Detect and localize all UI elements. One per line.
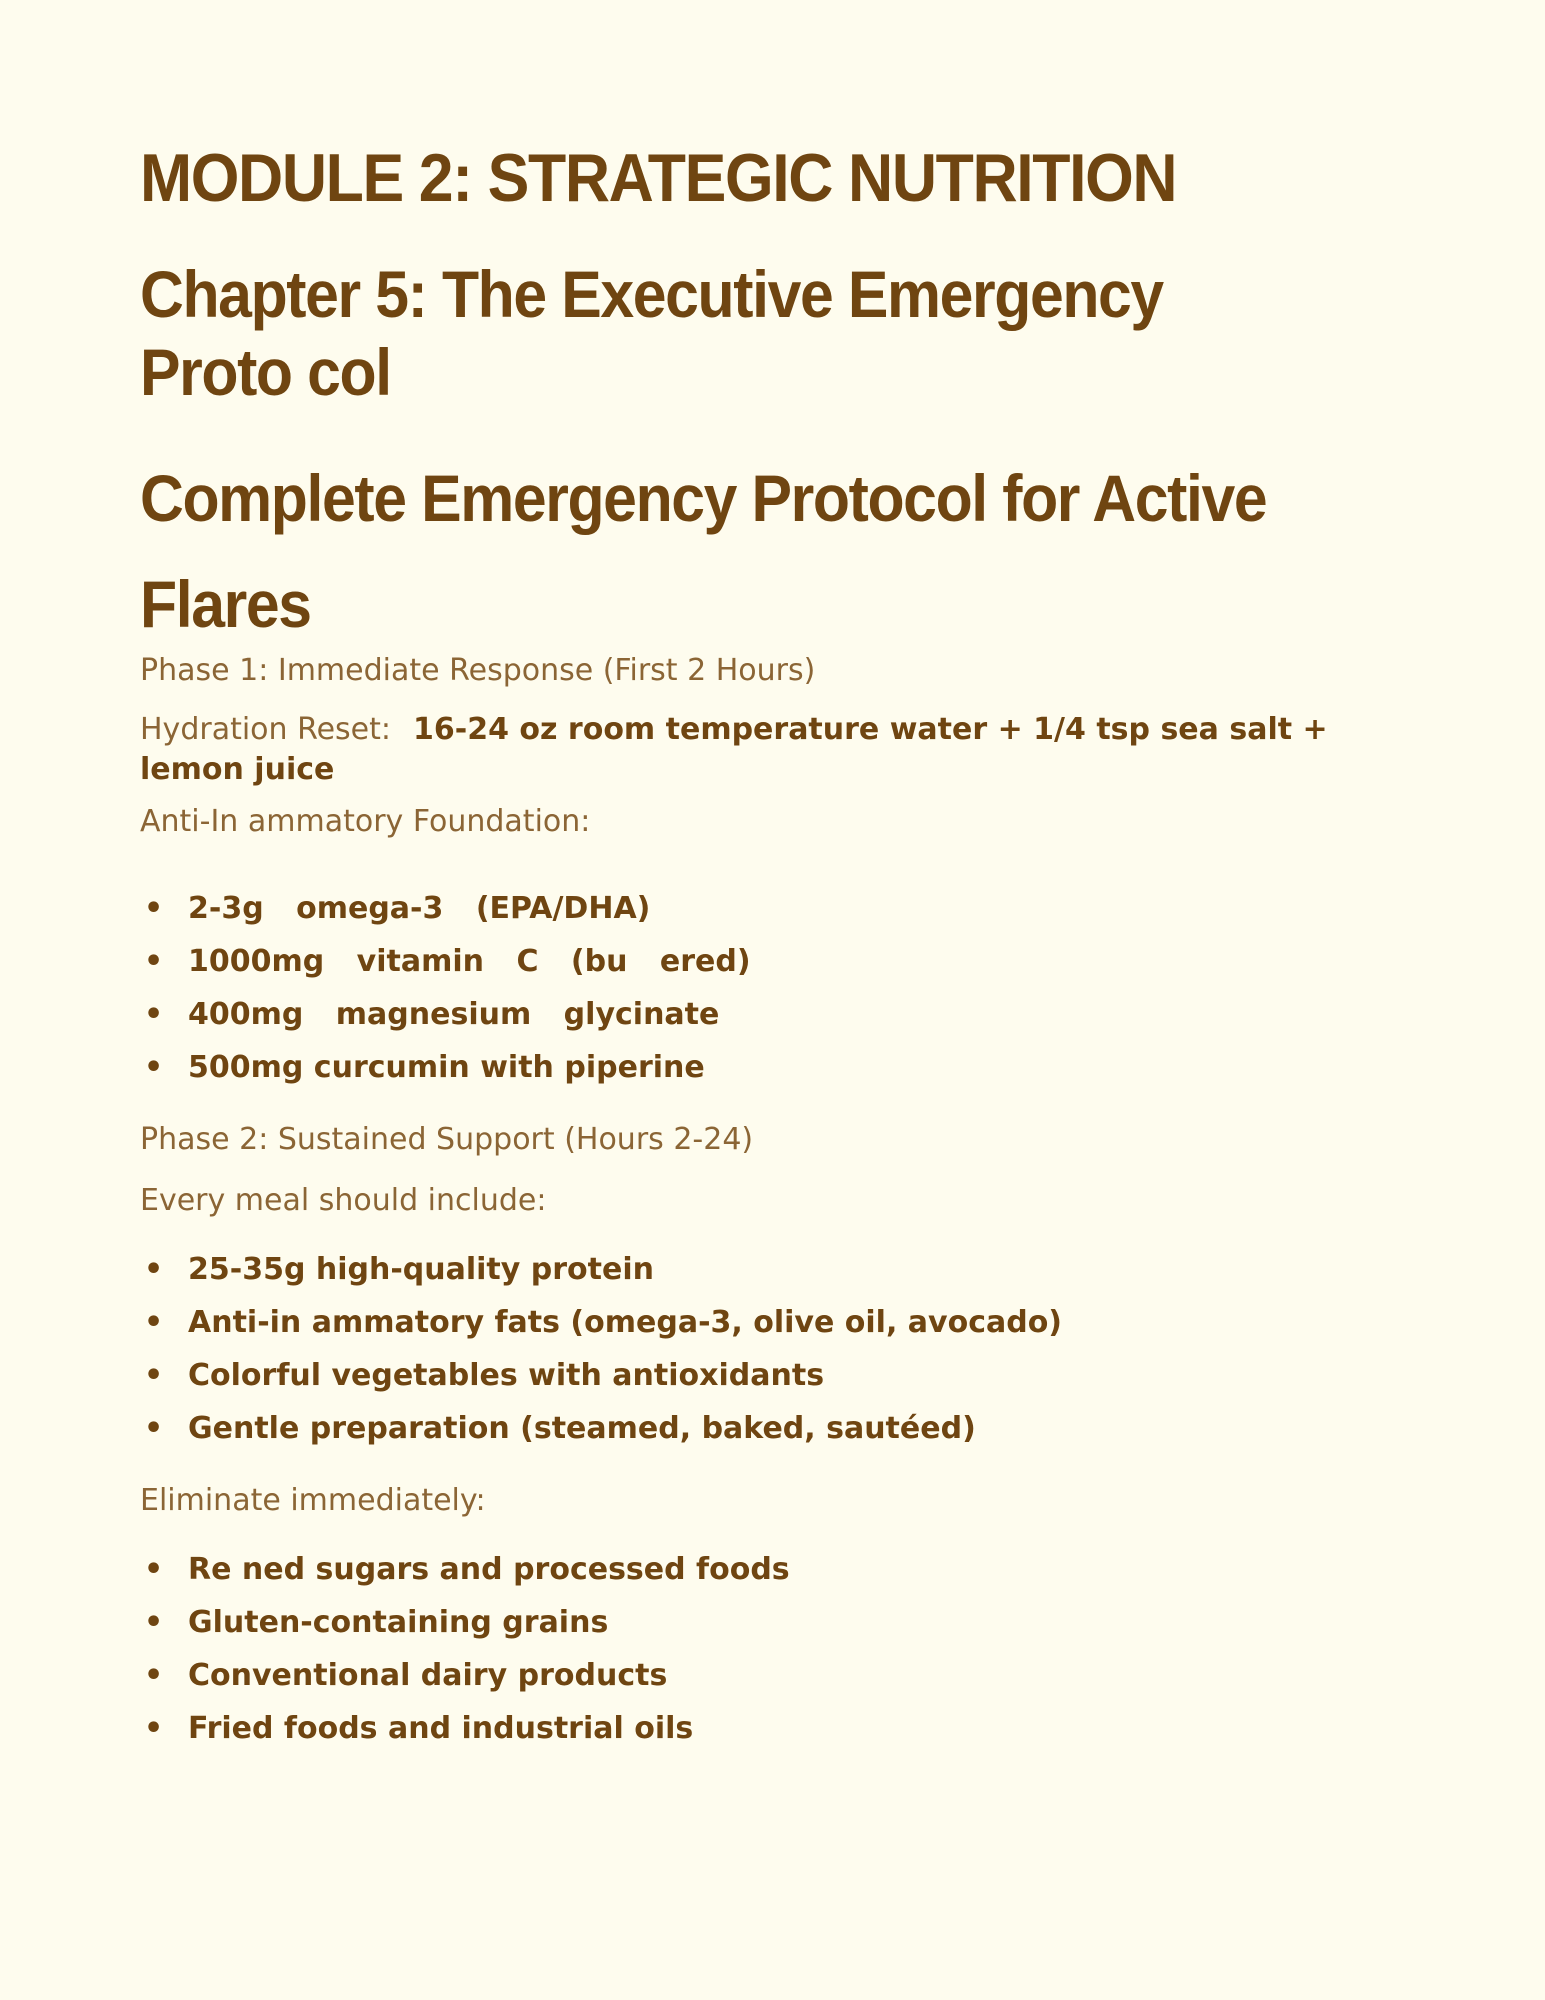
list-item: • 500mg curcumin with piperine xyxy=(140,1041,751,1094)
chapter-heading: Chapter 5: The Executive Emergency Proto col xyxy=(140,257,1163,409)
hydration-label: Hydration Reset: xyxy=(140,712,391,747)
list-item: • 2-3g omega-3 (EPA/DHA) xyxy=(140,882,751,935)
eliminate-label: Eliminate immediately: xyxy=(140,1483,486,1518)
protocol-title: Complete Emergency Protocol for Active Flares xyxy=(140,461,1267,641)
bullet-icon: • xyxy=(144,1252,164,1287)
list-item: • Anti-in ammatory fats (omega-3, olive oil, avocado) xyxy=(140,1296,1062,1349)
bullet-icon: • xyxy=(144,1658,164,1693)
bullet-icon: • xyxy=(144,1411,164,1446)
list-item: • Re ned sugars and processed foods xyxy=(140,1543,790,1596)
list-item: • Gentle preparation (steamed, baked, sautéed) xyxy=(140,1402,1062,1455)
bullet-icon: • xyxy=(144,997,164,1032)
list-item: • 400mg magnesium glycinate xyxy=(140,988,751,1041)
list-item: • Fried foods and industrial oils xyxy=(140,1702,790,1755)
supplement-list xyxy=(140,882,751,1094)
list-item: • Conventional dairy products xyxy=(140,1649,790,1702)
module-heading: MODULE 2: STRATEGIC NUTRITION xyxy=(140,140,1177,216)
hydration-reset xyxy=(140,710,1420,790)
eliminate-list xyxy=(140,1543,790,1755)
phase2-heading: Phase 2: Sustained Support (Hours 2-24) xyxy=(140,1122,754,1157)
list-item: • Gluten-containing grains xyxy=(140,1596,790,1649)
bullet-icon: • xyxy=(144,1305,164,1340)
bullet-icon: • xyxy=(144,1605,164,1640)
meal-list xyxy=(140,1243,1062,1455)
list-item: • 25-35g high-quality protein xyxy=(140,1243,1062,1296)
list-item: • 1000mg vitamin C (bu ered) xyxy=(140,935,751,988)
bullet-icon: • xyxy=(144,944,164,979)
bullet-icon: • xyxy=(144,1358,164,1393)
bullet-icon: • xyxy=(144,891,164,926)
hydration-value: 16-24 oz room temperature water + 1/4 tsp sea salt + lemon juice xyxy=(140,712,1328,787)
phase1-heading: Phase 1: Immediate Response (First 2 Hours) xyxy=(140,653,816,688)
bullet-icon: • xyxy=(144,1711,164,1746)
bullet-icon: • xyxy=(144,1050,164,1085)
anti-inflammatory-label: Anti-In ammatory Foundation: xyxy=(140,804,591,839)
list-item: • Colorful vegetables with antioxidants xyxy=(140,1349,1062,1402)
meal-label: Every meal should include: xyxy=(140,1183,547,1218)
bullet-icon: • xyxy=(144,1552,164,1587)
